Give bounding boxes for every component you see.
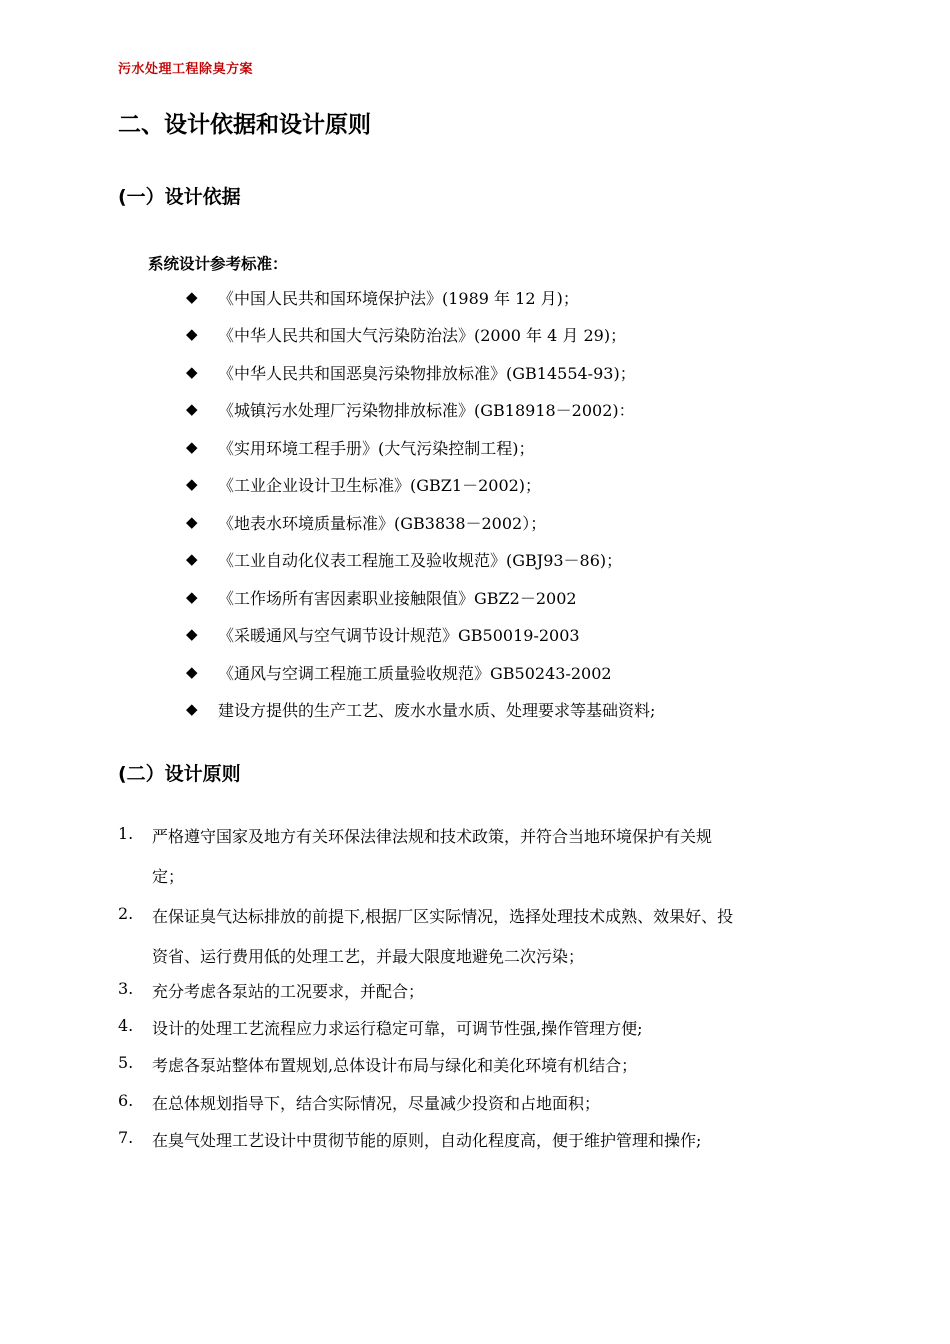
diamond-bullet-icon: ◆ [186,400,198,418]
basis-heading: (一）设计依据 [118,186,241,208]
principle-text: 考虑各泵站整体布置规划,总体设计布局与绿化和美化环境有机结合； [152,1056,638,1075]
diamond-bullet-icon: ◆ [186,288,198,306]
diamond-bullet-icon: ◆ [186,475,198,493]
standard-text: 《工业企业设计卫生标准》(GBZ1－2002)； [218,476,542,495]
principles-heading: (二）设计原则 [118,763,241,785]
principle-number: 2. [118,904,134,923]
diamond-bullet-icon: ◆ [186,700,198,718]
diamond-bullet-icon: ◆ [186,438,198,456]
standards-intro: 系统设计参考标准： [148,255,288,273]
principle-text-continued: 资省、运行费用低的处理工艺，并最大限度地避免二次污染； [152,947,585,966]
diamond-bullet-icon: ◆ [186,550,198,568]
principle-text: 严格遵守国家及地方有关环保法律法规和技术政策，并符合当地环境保护有关规 [152,827,713,846]
principle-text: 设计的处理工艺流程应力求运行稳定可靠，可调节性强,操作管理方便; [152,1019,643,1038]
principle-number: 6. [118,1091,134,1110]
standard-text: 《中华人民共和国恶臭污染物排放标准》(GB14554-93)； [218,364,636,383]
principle-text: 充分考虑各泵站的工况要求，并配合； [152,982,425,1001]
principle-number: 3. [118,979,134,998]
principle-number: 7. [118,1128,134,1147]
principle-number: 4. [118,1016,134,1035]
principle-number: 5. [118,1053,134,1072]
standard-text: 《通风与空调工程施工质量验收规范》GB50243-2002 [218,664,612,683]
standard-text: 《中华人民共和国大气污染防治法》(2000 年 4 月 29)； [218,326,627,345]
standard-text: 建设方提供的生产工艺、废水水量水质、处理要求等基础资料; [218,701,656,720]
principle-text: 在保证臭气达标排放的前提下,根据厂区实际情况，选择处理技术成熟、效果好、投 [152,907,734,926]
standard-text: 《中国人民共和国环境保护法》(1989 年 12 月)； [218,289,579,308]
standard-text: 《城镇污水处理厂污染物排放标准》(GB18918－2002)： [218,401,635,420]
standard-text: 《采暖通风与空气调节设计规范》GB50019-2003 [218,626,580,645]
diamond-bullet-icon: ◆ [186,625,198,643]
standard-text: 《实用环境工程手册》(大气污染控制工程)； [218,439,535,458]
diamond-bullet-icon: ◆ [186,513,198,531]
standard-text: 《工作场所有害因素职业接触限值》GBZ2－2002 [218,589,577,608]
standard-text: 《地表水环境质量标准》(GB3838－2002）； [218,514,547,533]
diamond-bullet-icon: ◆ [186,588,198,606]
principle-text: 在总体规划指导下，结合实际情况，尽量减少投资和占地面积； [152,1094,601,1113]
principle-text-continued: 定； [152,867,185,886]
running-header: 污水处理工程除臭方案 [118,62,254,77]
section-title: 二、设计依据和设计原则 [118,112,371,138]
principle-number: 1. [118,824,134,843]
principle-text: 在臭气处理工艺设计中贯彻节能的原则，自动化程度高，便于维护管理和操作; [152,1131,702,1150]
standard-text: 《工业自动化仪表工程施工及验收规范》(GBJ93－86)； [218,551,623,570]
diamond-bullet-icon: ◆ [186,325,198,343]
diamond-bullet-icon: ◆ [186,663,198,681]
diamond-bullet-icon: ◆ [186,363,198,381]
